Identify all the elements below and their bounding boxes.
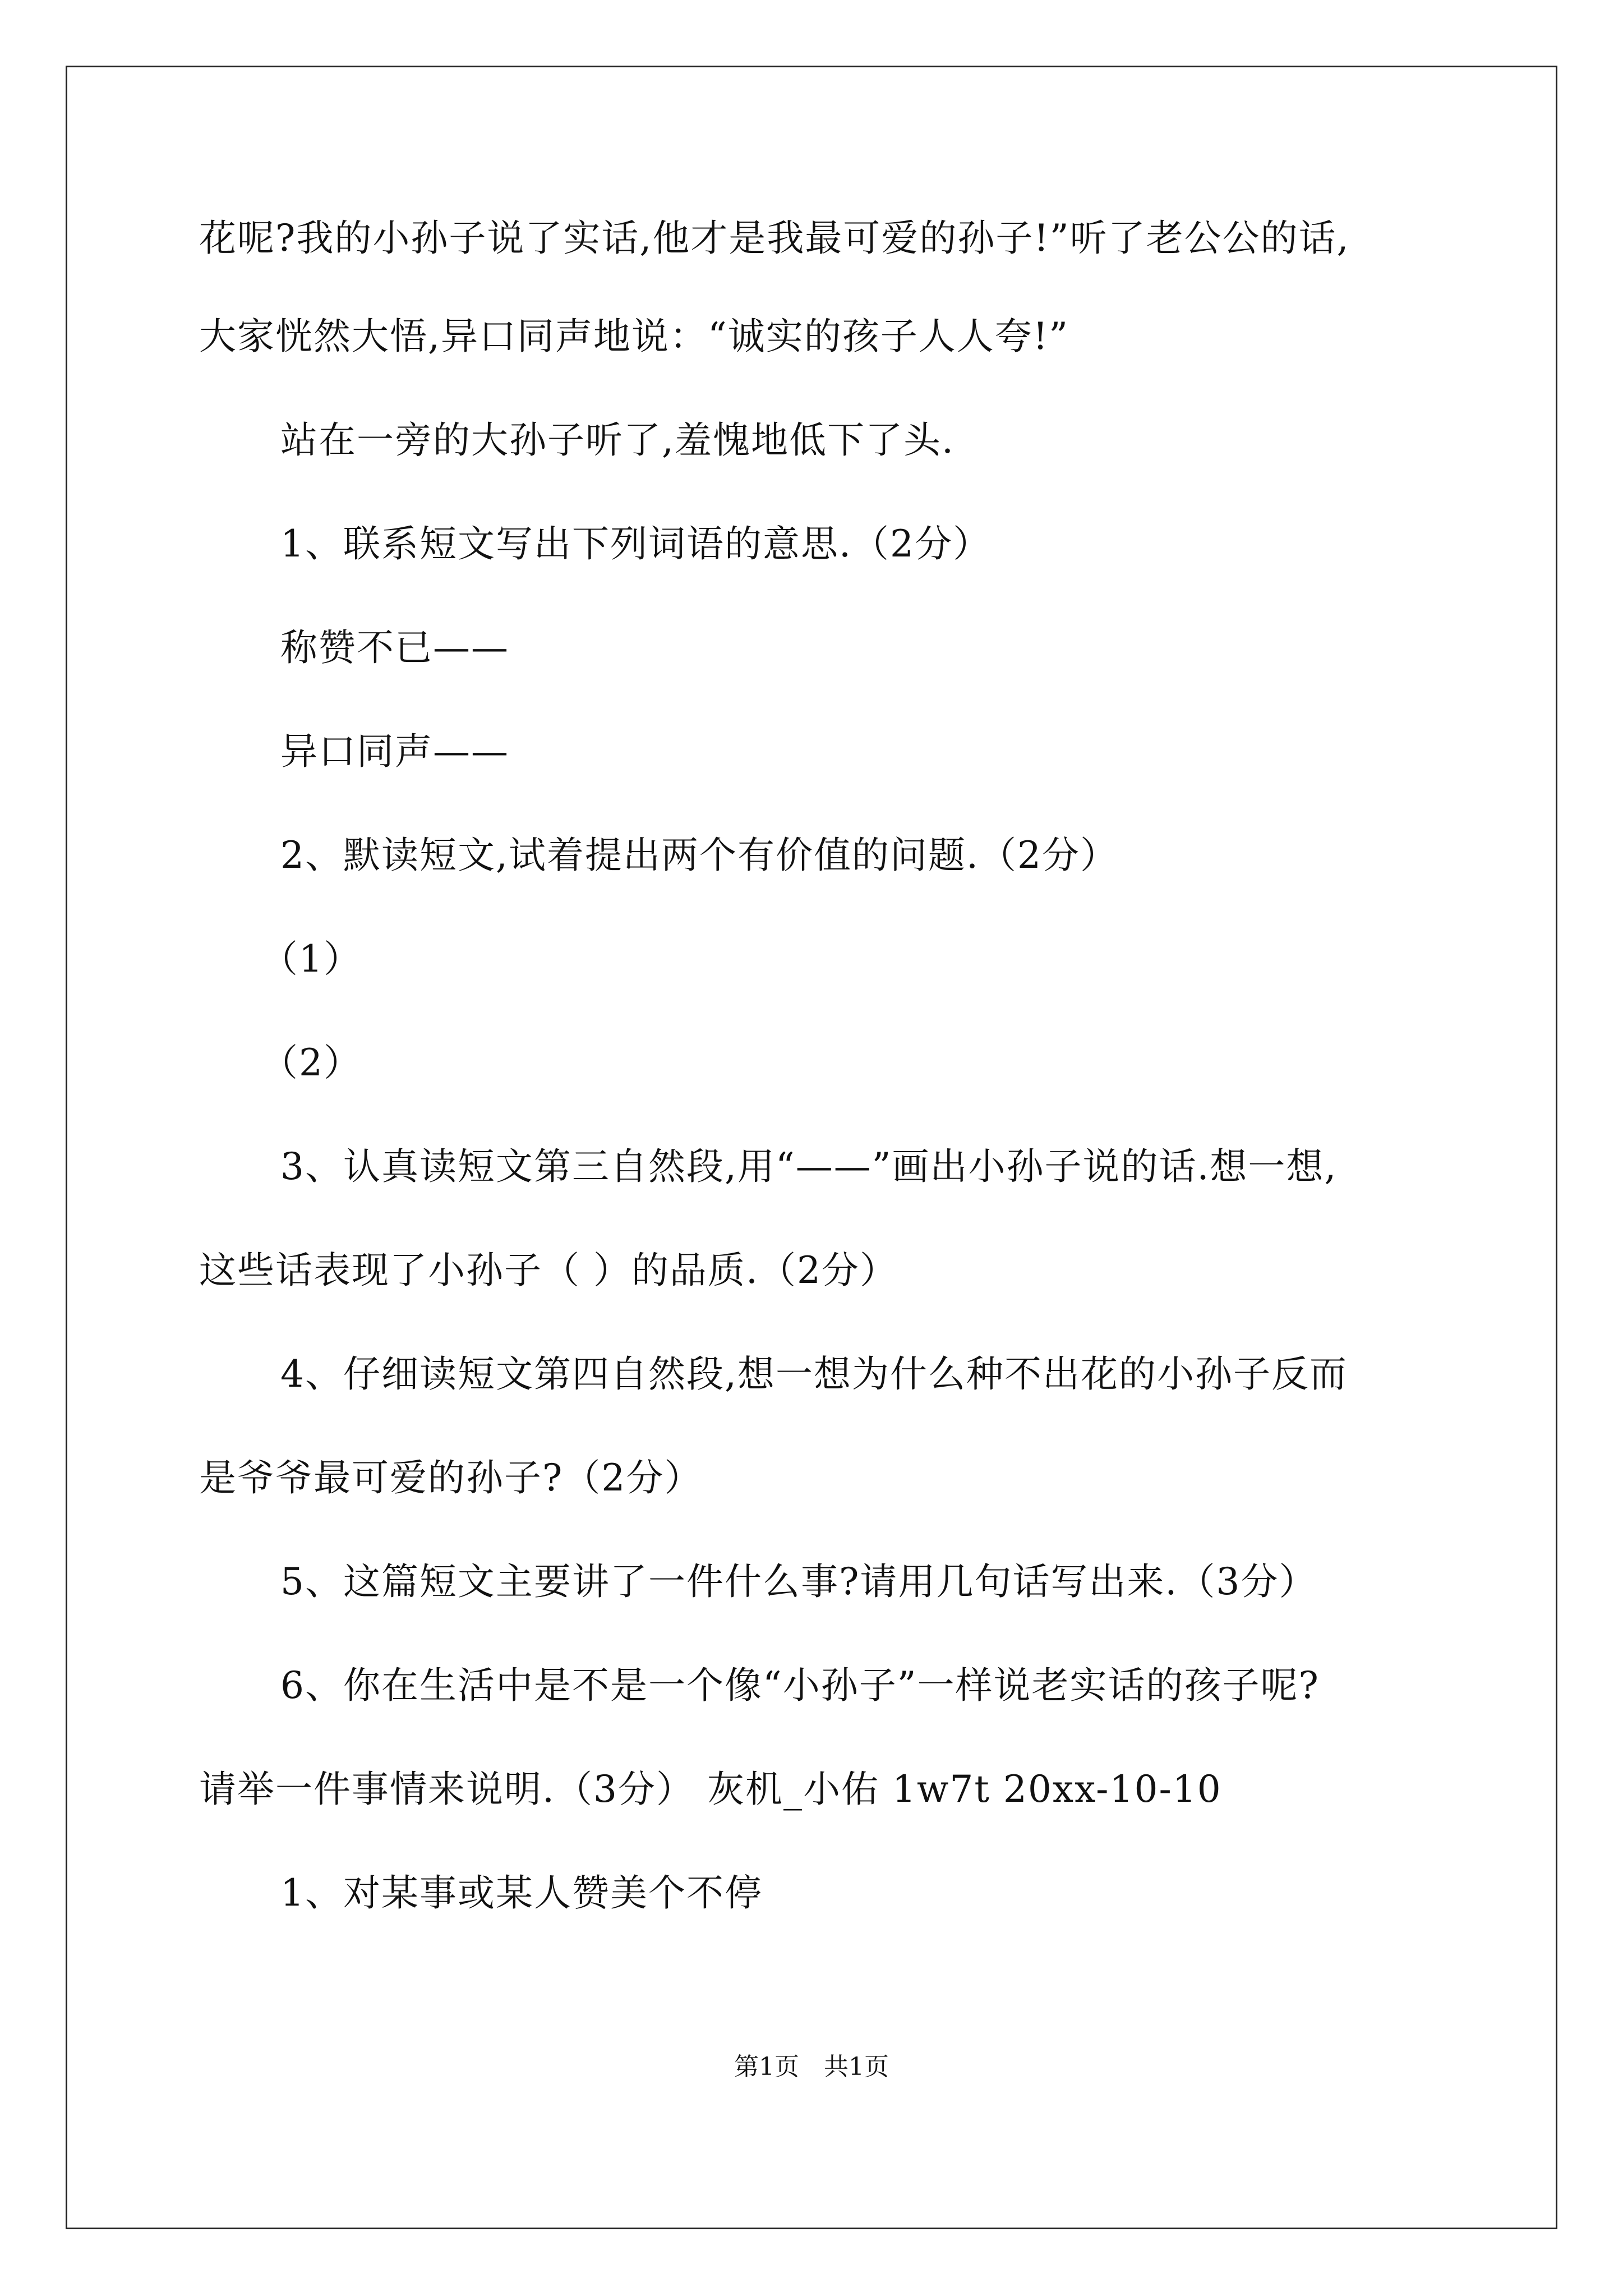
question-4-cont: 是爷爷最可爱的孙子?（2分） [199, 1456, 703, 1499]
question-4: 4、仔细读短文第四自然段,想一想为什么种不出花的小孙子反而 [280, 1352, 1348, 1396]
text-line-2: 大家恍然大悟,异口同声地说：“诚实的孩子人人夸!” [199, 315, 1069, 358]
question-3: 3、认真读短文第三自然段,用“——”画出小孙子说的话.想一想, [280, 1145, 1338, 1188]
question-5: 5、这篇短文主要讲了一件什么事?请用几句话写出来.（3分） [280, 1560, 1317, 1603]
question-6: 6、你在生活中是不是一个像“小孙子”一样说老实话的孩子呢? [280, 1664, 1320, 1707]
answer-1: 1、对某事或某人赞美个不停 [280, 1871, 763, 1915]
question-2-blank-1: （1） [261, 937, 362, 981]
question-3-cont: 这些话表现了小孙子（ ）的品质.（2分） [199, 1249, 898, 1292]
text-line-3: 站在一旁的大孙子听了,羞愧地低下了头. [280, 418, 955, 462]
text-line-1: 花呢?我的小孙子说了实话,他才是我最可爱的孙子!”听了老公公的话, [199, 217, 1350, 260]
question-2: 2、默读短文,试着提出两个有价值的问题.（2分） [280, 834, 1118, 877]
question-1: 1、联系短文写出下列词语的意思.（2分） [280, 522, 991, 565]
question-1-item-b: 异口同声—— [280, 730, 509, 773]
question-2-blank-2: （2） [261, 1041, 362, 1084]
question-6-cont: 请举一件事情来说明.（3分） 灰机_小佑 1w7t 20xx-10-10 [199, 1768, 1222, 1811]
page-footer: 第1页 共1页 [734, 2053, 889, 2081]
question-1-item-a: 称赞不已—— [280, 626, 509, 669]
